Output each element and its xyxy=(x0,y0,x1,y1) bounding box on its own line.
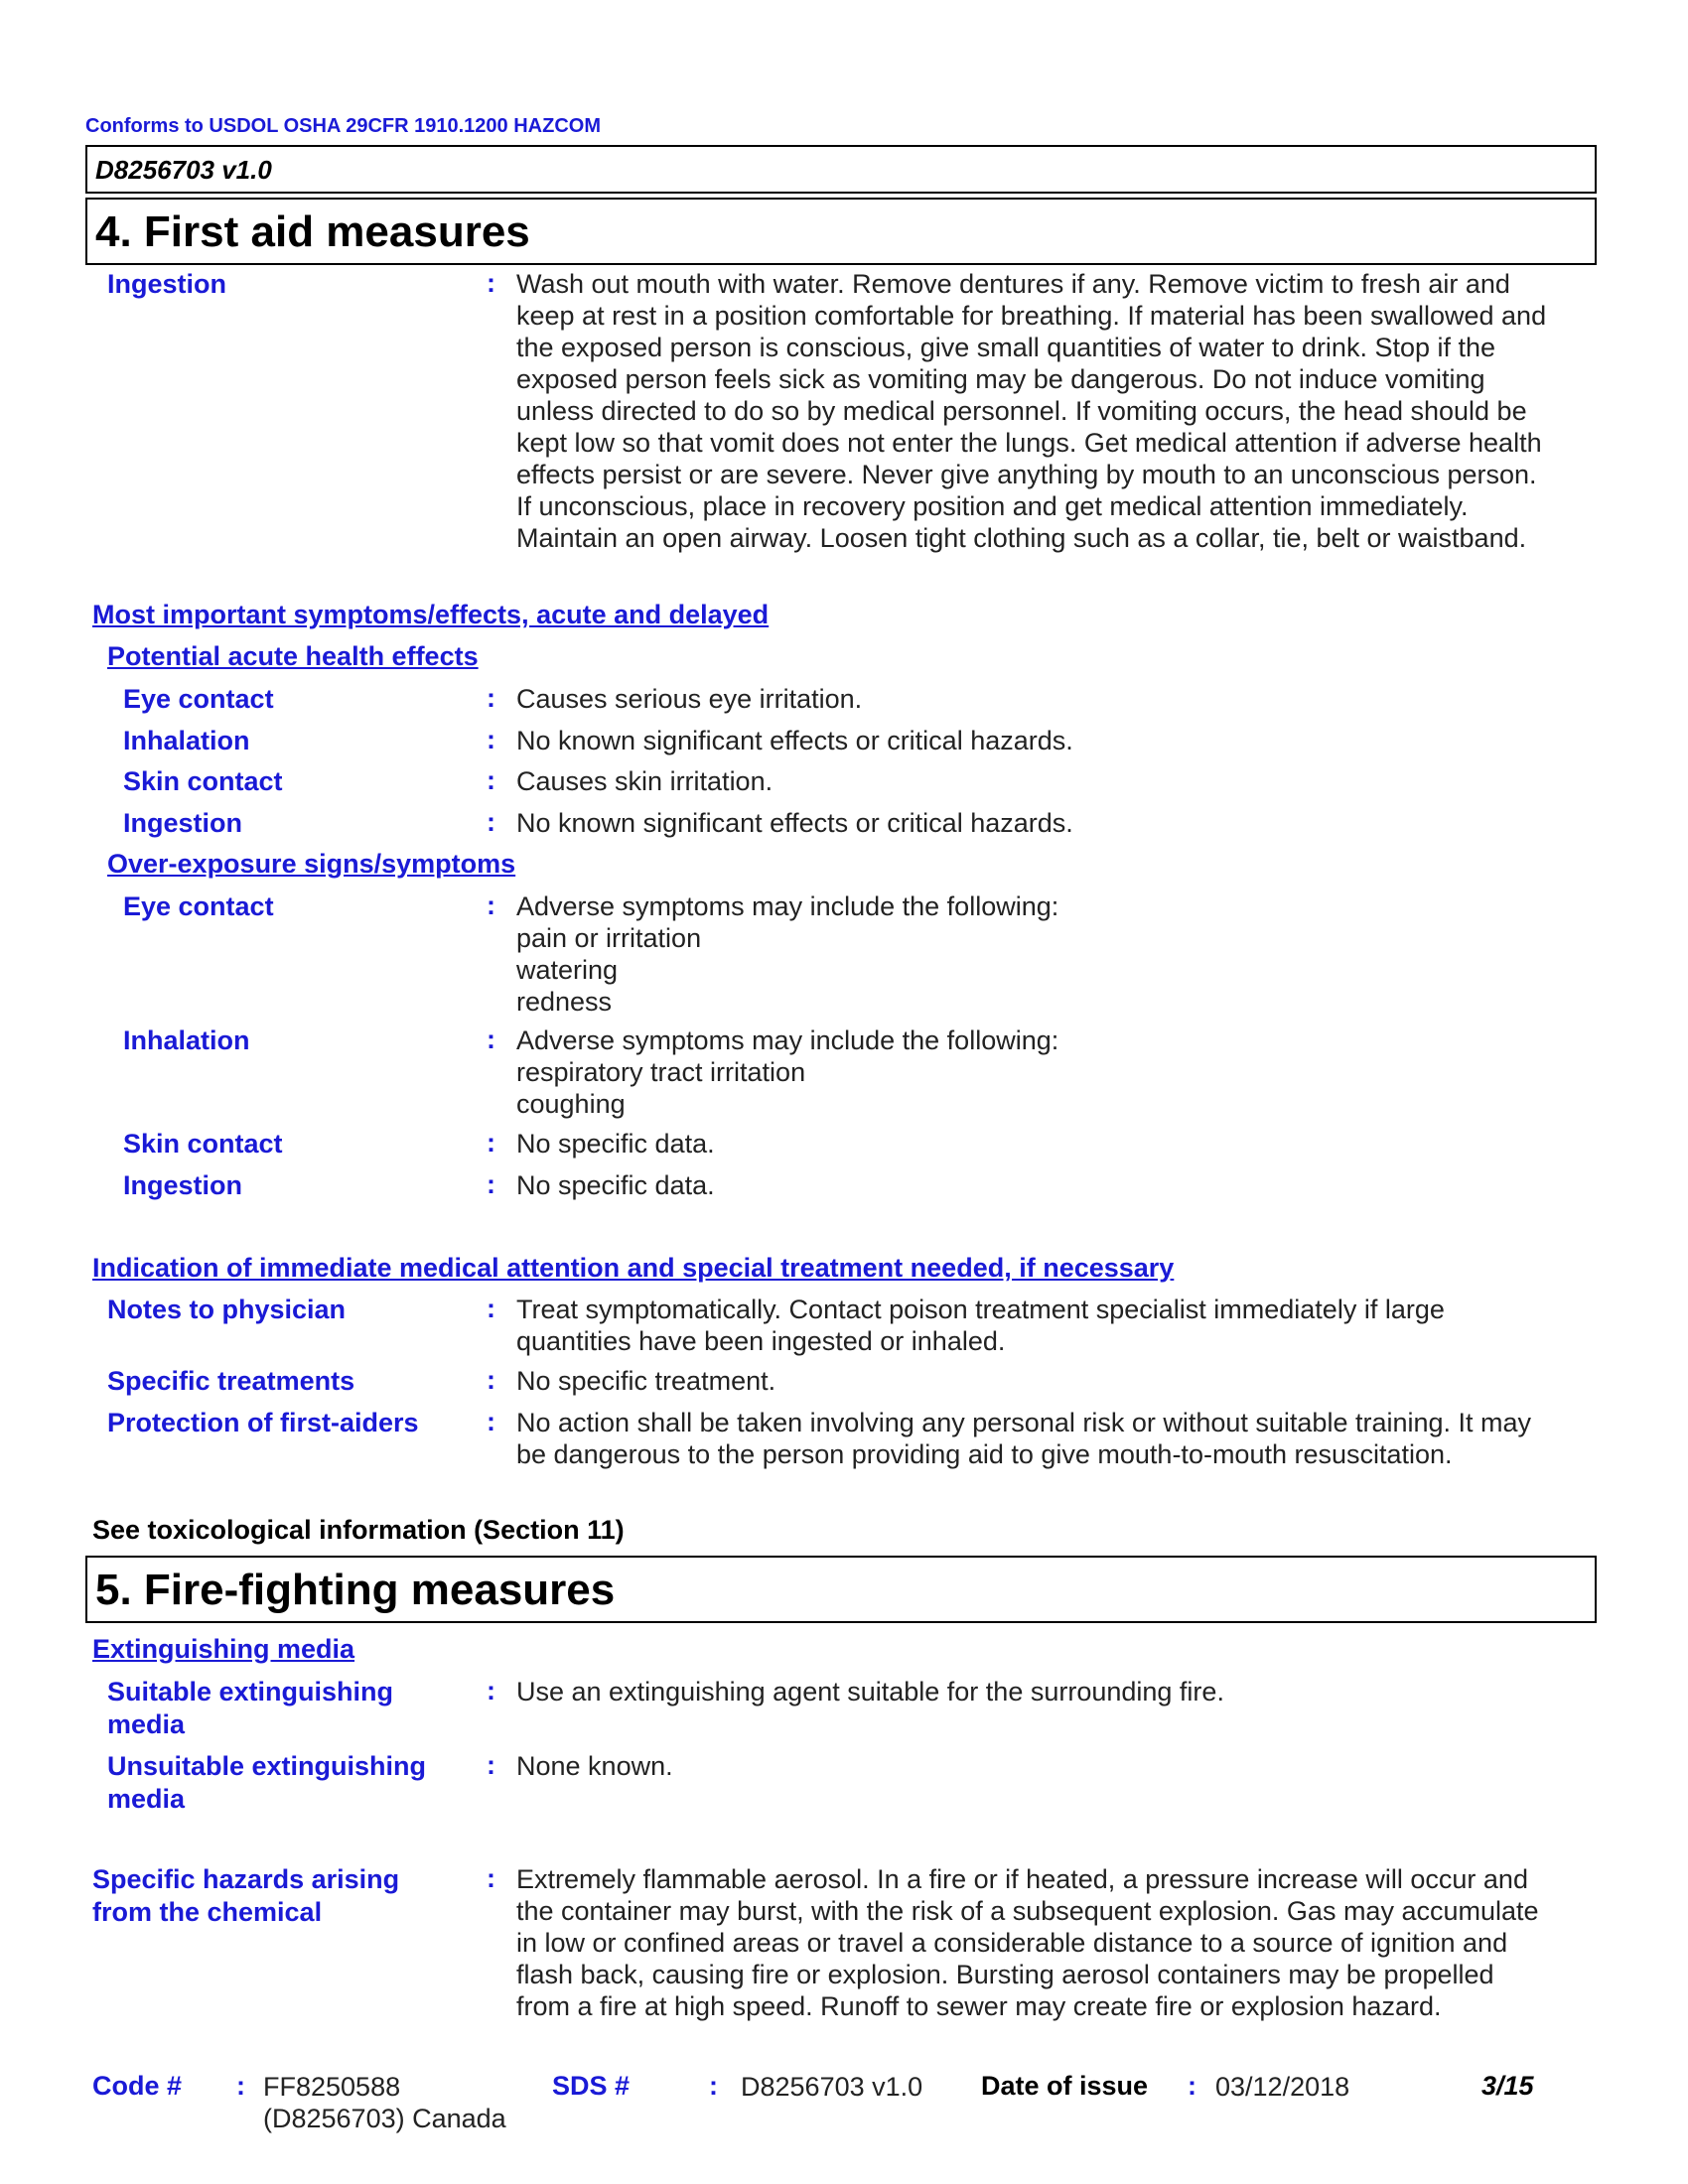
label-line: media xyxy=(107,1784,186,1814)
notes-to-physician-label: Notes to physician xyxy=(107,1295,347,1324)
colon: : xyxy=(487,1676,495,1706)
colon: : xyxy=(236,2071,245,2101)
text-line: unless directed to do so by medical personnel. If vomiting occurs, the head should be xyxy=(516,396,1527,426)
acute-inhalation-value: No known significant effects or critical hazards. xyxy=(516,726,1073,755)
acute-eye-contact-label: Eye contact xyxy=(123,684,274,714)
acute-skin-contact-label: Skin contact xyxy=(123,766,283,796)
text-line: FF8250588 xyxy=(263,2072,401,2102)
colon: : xyxy=(487,1365,495,1395)
text-line: Treat symptomatically. Contact poison treatment specialist immediately if large xyxy=(516,1295,1445,1324)
specific-hazards-value xyxy=(516,1863,1599,2022)
section-5-title: 5. Fire-fighting measures xyxy=(95,1566,616,1614)
over-eye-contact-value xyxy=(516,890,1599,1018)
footer-sds-value: D8256703 v1.0 xyxy=(741,2072,923,2102)
acute-effects-heading: Potential acute health effects xyxy=(107,641,479,671)
colon: : xyxy=(487,1024,495,1054)
colon: : xyxy=(487,890,495,920)
page-number: 3/15 xyxy=(1481,2071,1534,2101)
over-skin-contact-value: No specific data. xyxy=(516,1129,715,1159)
text-line: from a fire at high speed. Runoff to sewer may create fire or explosion hazard. xyxy=(516,1991,1442,2021)
extinguishing-media-heading: Extinguishing media xyxy=(92,1634,355,1664)
colon: : xyxy=(487,1750,495,1780)
notes-to-physician-value xyxy=(516,1294,1599,1357)
over-ingestion-label: Ingestion xyxy=(123,1170,242,1200)
over-inhalation-label: Inhalation xyxy=(123,1025,250,1055)
see-toxicological-note: See toxicological information (Section 11) xyxy=(92,1515,625,1545)
text-line: Maintain an open airway. Loosen tight clothing such as a collar, tie, belt or waistband. xyxy=(516,523,1527,553)
text-line: Adverse symptoms may include the following: xyxy=(516,891,1059,921)
text-line: in low or confined areas or travel a considerable distance to a source of ignition and xyxy=(516,1928,1508,1958)
section-4-title-box xyxy=(85,198,1597,265)
over-eye-contact-label: Eye contact xyxy=(123,891,274,921)
protection-first-aiders-value xyxy=(516,1407,1599,1470)
acute-inhalation-label: Inhalation xyxy=(123,726,250,755)
colon: : xyxy=(487,807,495,837)
footer-code-label: Code # xyxy=(92,2071,183,2101)
text-line: Wash out mouth with water. Remove dentures if any. Remove victim to fresh air and xyxy=(516,269,1510,299)
symptoms-heading: Most important symptoms/effects, acute and delayed xyxy=(92,600,770,629)
text-line: Adverse symptoms may include the following: xyxy=(516,1025,1059,1055)
text-line: If unconscious, place in recovery position and get medical attention immediately. xyxy=(516,491,1469,521)
colon: : xyxy=(487,268,495,298)
footer-date-label: Date of issue xyxy=(981,2071,1149,2101)
unsuitable-media-value: None known. xyxy=(516,1751,673,1781)
label-line: Suitable extinguishing xyxy=(107,1677,394,1706)
document-id: D8256703 v1.0 xyxy=(95,155,272,185)
footer-sds-label: SDS # xyxy=(552,2071,631,2101)
text-line: (D8256703) Canada xyxy=(263,2104,506,2133)
unsuitable-media-label xyxy=(107,1750,426,1816)
conformance-statement: Conforms to USDOL OSHA 29CFR 1910.1200 HAZCOM xyxy=(85,115,601,137)
footer-code-value xyxy=(263,2071,506,2134)
colon: : xyxy=(487,725,495,754)
text-line: keep at rest in a position comfortable for breathing. If material has been swallowed and xyxy=(516,301,1547,331)
colon: : xyxy=(487,1863,495,1893)
text-line: No action shall be taken involving any personal risk or without suitable training. It may xyxy=(516,1408,1532,1437)
text-line: coughing xyxy=(516,1089,626,1119)
text-line: the exposed person is conscious, give small quantities of water to drink. Stop if the xyxy=(516,333,1496,362)
ingestion-text xyxy=(516,268,1599,554)
acute-skin-contact-value: Causes skin irritation. xyxy=(516,766,774,796)
label-line: media xyxy=(107,1709,186,1739)
over-inhalation-value xyxy=(516,1024,1599,1120)
text-line: kept low so that vomit does not enter the lungs. Get medical attention if adverse health xyxy=(516,428,1542,458)
overexposure-heading: Over-exposure signs/symptoms xyxy=(107,849,516,879)
text-line: pain or irritation xyxy=(516,923,702,953)
section-5-title-box xyxy=(85,1556,1597,1623)
acute-ingestion-value: No known significant effects or critical hazards. xyxy=(516,808,1073,838)
text-line: effects persist or are severe. Never give anything by mouth to an unconscious person. xyxy=(516,460,1537,489)
colon: : xyxy=(487,1128,495,1158)
suitable-media-value: Use an extinguishing agent suitable for the surrounding fire. xyxy=(516,1677,1224,1706)
footer-date-value: 03/12/2018 xyxy=(1215,2072,1350,2102)
acute-eye-contact-value: Causes serious eye irritation. xyxy=(516,684,863,714)
colon: : xyxy=(487,683,495,713)
label-line: Specific hazards arising xyxy=(92,1864,400,1894)
label-line: Unsuitable extinguishing xyxy=(107,1751,427,1781)
text-line: the container may burst, with the risk of a subsequent explosion. Gas may accumulate xyxy=(516,1896,1539,1926)
indication-heading: Indication of immediate medical attention and special treatment needed, if necessary xyxy=(92,1253,1175,1283)
suitable-media-label xyxy=(107,1676,393,1741)
ingestion-label: Ingestion xyxy=(107,269,226,299)
colon: : xyxy=(487,1407,495,1436)
text-line: redness xyxy=(516,987,613,1017)
specific-treatments-value: No specific treatment. xyxy=(516,1366,776,1396)
label-line: from the chemical xyxy=(92,1897,323,1927)
over-ingestion-value: No specific data. xyxy=(516,1170,715,1200)
specific-hazards-label xyxy=(92,1863,399,1929)
colon: : xyxy=(487,765,495,795)
text-line: watering xyxy=(516,955,619,985)
text-line: be dangerous to the person providing aid to give mouth-to-mouth resuscitation. xyxy=(516,1439,1453,1469)
colon: : xyxy=(1188,2071,1196,2101)
document-id-box xyxy=(85,145,1597,194)
text-line: respiratory tract irritation xyxy=(516,1057,806,1087)
specific-treatments-label: Specific treatments xyxy=(107,1366,355,1396)
colon: : xyxy=(487,1169,495,1199)
section-4-title: 4. First aid measures xyxy=(95,207,530,256)
text-line: exposed person feels sick as vomiting may be dangerous. Do not induce vomiting xyxy=(516,364,1485,394)
over-skin-contact-label: Skin contact xyxy=(123,1129,283,1159)
text-line: Extremely flammable aerosol. In a fire or if heated, a pressure increase will occur and xyxy=(516,1864,1528,1894)
text-line: flash back, causing fire or explosion. Bursting aerosol containers may be propelled xyxy=(516,1960,1494,1989)
protection-first-aiders-label: Protection of first-aiders xyxy=(107,1408,419,1437)
text-line: quantities have been ingested or inhaled. xyxy=(516,1326,1006,1356)
colon: : xyxy=(709,2071,718,2101)
acute-ingestion-label: Ingestion xyxy=(123,808,242,838)
colon: : xyxy=(487,1294,495,1323)
